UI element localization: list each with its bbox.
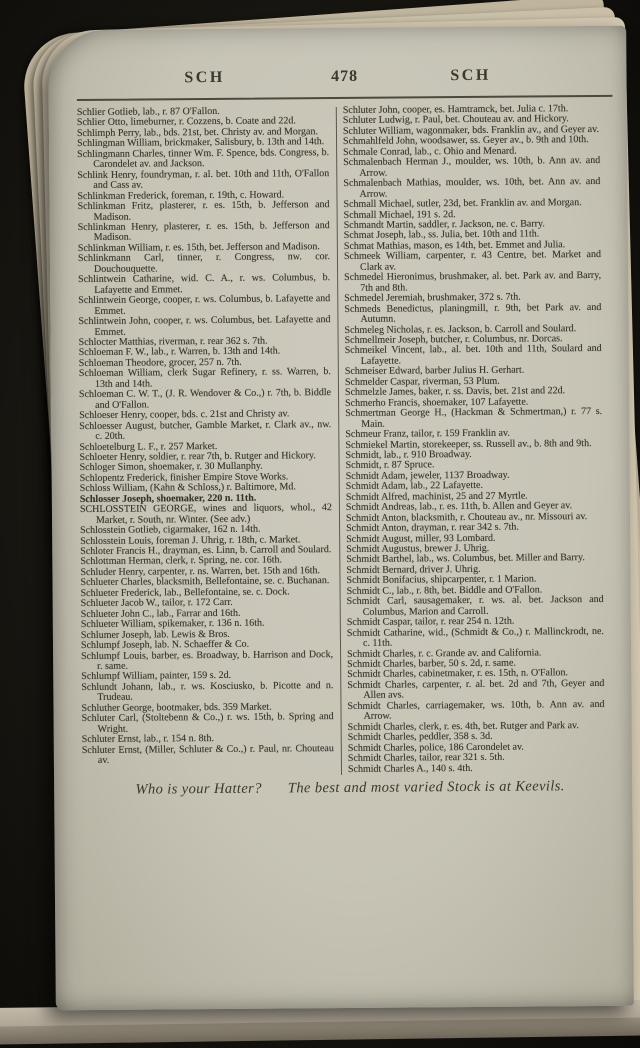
directory-entry: Schlintwein George, cooper, r. ws. Columbus, b. Lafayette and Emmet. — [78, 293, 331, 317]
directory-entry: Schlopentz Frederick, finisher Empire Stove Works. — [79, 471, 289, 484]
directory-entry: Schlueter John C., lab., Farrar and 16th. — [80, 607, 241, 620]
directory-entry: Schmeek William, carpenter, r. 43 Centre, bet. Market and Clark av. — [343, 249, 601, 273]
directory-entry: Schmidt Charles, r. c. Grande av. and California. — [347, 646, 542, 660]
directory-entry: Schmiekel Martin, storekeeper, ss. Russell av., b. 8th and 9th. — [345, 437, 592, 451]
directory-entry: Schloss William, (Kahn & Schloss,) r. Baltimore, Md. — [79, 481, 296, 495]
directory-page — [48, 26, 634, 1011]
directory-entry: Schmidt Augustus, brewer J. Uhrig. — [346, 542, 490, 555]
directory-entry: Schlintwein Catharine, wid. C. A., r. ws. Columbus, b. Lafayette and Emmet. — [78, 272, 331, 296]
directory-entry: Schluder Henry, carpenter, r. ns. Warren, bet. 15th and 16th. — [80, 565, 321, 578]
directory-entry: Schmidt Charles, carpenter, r. al. bet. 2d and 7th, Geyer and Allen avs. — [347, 677, 605, 702]
directory-entry: Schlocter Matthias, riverman, r. rear 362 s. 7th. — [78, 335, 268, 349]
directory-entry: Schlinkman Frederick, foreman, r. 19th, c. Howard. — [77, 189, 285, 202]
directory-entry: Schlingman William, brickmaker, Salisbury, b. 13th and 14th. — [77, 136, 325, 150]
section-label-left: SCH — [184, 68, 225, 87]
directory-entry: Schlueter Jacob W., tailor, r. 172 Carr. — [80, 597, 233, 610]
directory-entry: Schlumpf Joseph, lab. N. Schaeffer & Co. — [80, 638, 250, 652]
directory-entry: Schmidt Bernard, driver J. Uhrig. — [346, 563, 481, 576]
directory-entry: Schlinkman Henry, plasterer, r. es. 15th, b. Jefferson and Madison. — [77, 220, 330, 244]
directory-entry: Schluter William, wagonmaker, bds. Franklin av., and Geyer av. — [342, 123, 599, 137]
page-header — [76, 66, 612, 90]
directory-entry: Schmeds Benedictus, planingmill, r. 9th, bet Park av. and Autumn. — [344, 301, 602, 325]
directory-entry: Schmellmeir Joseph, butcher, r. Columbus, nr. Dorcas. — [344, 333, 563, 346]
directory-entry: Schmat Joseph, lab., ss. Julia, bet. 10th and 11th. — [343, 228, 540, 242]
directory-entry: Schmertman George H., (Hackman & Schmertman,) r. 77 s. Main. — [345, 406, 603, 430]
directory-entry: Schmidt Charles, carriagemaker, ws. 10th, b. Ann av. and Arrow. — [347, 698, 605, 723]
header-rule — [77, 95, 613, 101]
directory-entry: Schmidt Caspar, tailor, r. rear 254 n. 12th. — [346, 615, 515, 629]
footer-advertisement — [82, 778, 618, 799]
directory-entry: Schmidt C., lab., r. 8th, bet. Biddle and O'Fallon. — [346, 584, 543, 597]
section-label-right: SCH — [450, 66, 491, 85]
directory-entry: Schloter Francis H., drayman, es. Linn, b. Carroll and Soulard. — [80, 544, 332, 558]
directory-entry: Schlingmann Charles, tinner Wm. F. Spence, bds. Congress, b. Carondelet av. and Jackson. — [77, 146, 330, 171]
directory-entry: Schluter Ernst, lab., r. 154 n. 8th. — [81, 733, 214, 746]
directory-entry: Schmidt Adam, jeweler, 1137 Broadway. — [345, 469, 510, 482]
directory-entry: Schmerho Francis, shoemaker, 107 Lafayette. — [345, 396, 529, 409]
directory-entry: Schlundt Johann, lab., r. ws. Kosciusko, b. Picotte and n. Trudeau. — [81, 679, 334, 704]
directory-entry: Schlueter Charles, blacksmith, Bellefontaine, se. c. Buchanan. — [80, 575, 330, 589]
directory-entry: Schloetelburg L. F., r. 257 Market. — [79, 440, 218, 453]
directory-entry: Schmidt Charles, tailor, rear 321 s. 5th. — [347, 751, 505, 765]
directory-entry: Schmidt Charles A., 140 s. 4th. — [347, 762, 473, 775]
directory-entry: Schmidt Carl, sausagemaker, r. ws. al. bet. Jackson and Columbus, Marion and Carroll. — [346, 594, 604, 618]
directory-entry: Schmalenbach Mathias, moulder, ws. 10th, bet. Ann av. and Arrow. — [343, 176, 601, 200]
directory-entry: Schlinkman Fritz, plasterer, r. es. 15th, b. Jefferson and Madison. — [77, 199, 330, 223]
directory-entry: Schlier Otto, limeburner, r. Cozzens, b. Coate and 22d. — [76, 115, 296, 129]
directory-entry: Schloeman F. W., lab., r. Warren, b. 13th and 14th. — [78, 345, 281, 359]
directory-entry: Schmat Mathias, mason, es 14th, bet. Emmet and Julia. — [343, 239, 566, 252]
directory-entry: Schmale Conrad, lab., c. Ohio and Menard. — [343, 145, 517, 158]
directory-entry: Schluter Ernst, (Miller, Schluter & Co.,) r. Paul, nr. Chouteau av. — [81, 742, 334, 767]
directory-entry: Schmeur Franz, tailor, r. 159 Franklin av. — [345, 427, 510, 441]
directory-entry: Schmelder Caspar, riverman, 53 Plum. — [344, 375, 500, 388]
directory-entry: Schlink Henry, foundryman, r. al. bet. 10th and 11th, O'Fallon and Cass av. — [77, 167, 330, 192]
directory-entry: Schmalenbach Herman J., moulder, ws. 10th, b. Ann av. and Arrow. — [343, 155, 601, 179]
directory-columns — [77, 104, 618, 777]
directory-entry: Schmidt Barthel, lab., ws. Columbus, bet. Miller and Barry. — [346, 552, 585, 566]
directory-entry: Schmidt Charles, clerk, r. es. 4th, bet. Rutger and Park av. — [347, 719, 579, 733]
directory-entry: Schluter John, cooper, es. Hamtramck, bet. Julia c. 17th. — [342, 103, 569, 116]
directory-entry: Schmidt Bonifacius, shipcarpenter, r. 1 Marion. — [346, 573, 537, 587]
directory-entry: Schloesser August, butcher, Gamble Market, r. Clark av., nw. c. 20th. — [79, 418, 332, 442]
directory-entry: Schmahlfeld John, woodsawer, ss. Geyer av., b. 9th and 10th. — [343, 134, 589, 148]
directory-entry: Schmeleg Nicholas, r. es. Jackson, b. Carroll and Soulard. — [344, 322, 577, 336]
directory-entry: Schmeikel Vincent, lab., al. bet. 10th and 11th, Soulard and Lafayette. — [344, 343, 602, 367]
directory-entry: Schmidt Alfred, machinist, 25 and 27 Myrtle. — [345, 490, 528, 503]
directory-entry: Schmidt Adam, lab., 22 Lafayette. — [345, 480, 483, 493]
directory-entry: Schmidt August, miller, 93 Lombard. — [346, 532, 496, 545]
directory-entry: Schlintwein John, cooper, r. ws. Columbus, bet. Lafayette and Emmet. — [78, 314, 331, 338]
directory-entry: Schluter Carl, (Stoltebenn & Co.,) r. ws. 15th, b. Spring and Wright. — [81, 711, 334, 735]
directory-entry: Schmall Michael, 191 s. 2d. — [343, 208, 456, 221]
directory-entry: Schmeiser Edward, barber Julius H. Gerhart. — [344, 364, 525, 378]
directory-entry: Schmidt Catharine, wid., (Schmidt & Co.,) r. Mallinckrodt, ne. c. 11th. — [346, 625, 604, 649]
directory-entry: Schluther George, bootmaker, bds. 359 Market. — [81, 701, 272, 714]
directory-entry: Schmidt Charles, barber, 50 s. 2d, r. same. — [347, 657, 516, 670]
directory-entry: Schmall Michael, sutler, 23d, bet. Franklin av. and Morgan. — [343, 197, 582, 211]
directory-entry: Schmandt Martin, saddler, r. Jackson, ne. c. Barry. — [343, 218, 545, 231]
directory-entry: Schmelzle James, baker, r. ss. Davis, bet. 21st and 22d. — [344, 385, 566, 399]
page-content — [76, 66, 619, 990]
directory-entry: Schlosstein Gotlieb, cigarmaker, 162 n. 14th. — [80, 523, 261, 537]
directory-entry: Schlimph Perry, lab., bds. 21st, bet. Christy av. and Morgan. — [76, 126, 319, 139]
directory-entry: Schloeman Theodore, grocer, 257 n. 7th. — [78, 356, 242, 369]
directory-column-right — [343, 104, 605, 775]
directory-entry: Schloeter Henry, soldier, r. rear 7th, b. Rutger and Hickory. — [79, 450, 316, 464]
directory-entry: Schlottman Herman, clerk, r. Spring, ne. cor. 16th. — [80, 554, 283, 568]
directory-entry: Schmidt Charles, cabinetmaker, r. es. 15th, n. O'Fallon. — [347, 667, 569, 681]
directory-entry: Schlinkmann Carl, tinner, r. Congress, nw. cor. Douchouquette. — [77, 251, 330, 275]
directory-entry: Schloger Simon, shoemaker, r. 30 Mullanphy. — [79, 461, 263, 474]
directory-entry: Schlosstein Louis, foreman J. Uhrig, r. 18th, c. Market. — [80, 533, 301, 547]
directory-entry: Schlueter Frederick, lab., Bellefontaine, se. c. Dock. — [80, 586, 290, 599]
directory-entry: Schlumer Joseph, lab. Lewis & Bros. — [80, 628, 230, 641]
directory-entry: Schmidt Charles, police, 186 Carondelet av. — [347, 741, 524, 754]
directory-entry: Schluter Ludwig, r. Paul, bet. Chouteau av. and Hickory. — [342, 113, 569, 127]
directory-entry: Schmidt Anton, drayman, r. rear 342 s. 7th. — [346, 521, 519, 535]
directory-entry: Schmidt Andreas, lab., r. es. 11th, b. Allen and Geyer av. — [345, 500, 573, 514]
footer-statement: The best and most varied Stock is at Keevils. — [287, 778, 565, 797]
directory-entry: Schloeman C. W. T., (J. R. Wendover & Co.,) r. 7th, b. Biddle and O'Fallon. — [78, 387, 332, 411]
directory-entry: Schmedel Jeremiah, brushmaker, 372 s. 7th. — [344, 291, 521, 305]
page-number: 478 — [330, 67, 359, 86]
directory-entry: Schlueter William, spikemaker, r. 136 n. 16th. — [80, 617, 265, 631]
directory-entry: Schmedel Hieronimus, brushmaker, al. bet. Park av. and Barry, 7th and 8th. — [344, 270, 602, 294]
directory-entry: Schlumpf Louis, barber, es. Broadway, b. Harrison and Dock, r. same. — [81, 648, 334, 672]
directory-entry: Schlumpf William, painter, 159 s. 2d. — [81, 670, 232, 683]
directory-column-left — [77, 106, 334, 777]
directory-entry: Schmidt Charles, peddler, 358 s. 3d. — [347, 731, 493, 744]
directory-entry: Schmidt Anton, blacksmith, r. Chouteau av., nr. Missouri av. — [345, 510, 588, 524]
footer-question: Who is your Hatter? — [135, 780, 262, 798]
directory-entry: Schloeman William, clerk Sugar Refinery, r. ss. Warren, b. 13th and 14th. — [78, 366, 331, 390]
directory-entry: Schlinkman William, r. es. 15th, bet. Jefferson and Madison. — [77, 241, 320, 254]
column-divider — [336, 107, 342, 775]
directory-entry: Schloeser Henry, cooper, bds. c. 21st and Christy av. — [79, 408, 290, 422]
directory-entry: Schmidt, lab., r. 910 Broadway. — [345, 448, 472, 461]
directory-entry: SCHLOSSTEIN GEORGE, wines and liquors, whol., 42 Market, r. South, nr. Winter. (See adv.) — [79, 502, 332, 526]
directory-entry: Schmidt, r. 87 Spruce. — [345, 459, 435, 472]
directory-entry: Schlosser Joseph, shoemaker, 220 n. 11th. — [79, 492, 257, 505]
directory-entry: Schlier Gotlieb, lab., r. 87 O'Fallon. — [76, 105, 220, 119]
